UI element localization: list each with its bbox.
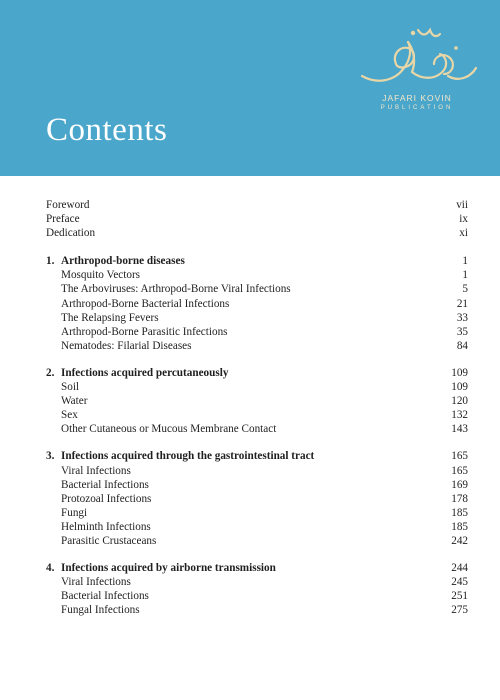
- section-page: 185: [451, 506, 468, 519]
- section-page: 21: [456, 297, 468, 310]
- section-title: Arthropod-Borne Parasitic Infections: [61, 325, 228, 338]
- entry-page: ix: [459, 213, 468, 226]
- toc-entry[interactable]: [46, 198, 468, 212]
- section-entry[interactable]: [46, 380, 468, 394]
- chapter-heading[interactable]: [46, 561, 468, 575]
- entry-title: Dedication: [46, 227, 96, 240]
- publisher-logo-icon: [352, 24, 482, 94]
- chapter-number: 1.: [46, 255, 55, 268]
- section-page: 1: [462, 269, 468, 282]
- section-page: 109: [451, 381, 468, 394]
- publisher-subtitle: PUBLICATION: [380, 105, 454, 111]
- section-title: Bacterial Infections: [61, 590, 149, 603]
- section-page: 143: [451, 423, 468, 436]
- section-title: Fungal Infections: [61, 604, 140, 617]
- section-entry[interactable]: [46, 422, 468, 436]
- section-page: 242: [451, 534, 468, 547]
- chapter-page: 244: [451, 562, 468, 575]
- section-entry[interactable]: [46, 268, 468, 282]
- section-title: Helminth Infections: [61, 520, 151, 533]
- section-entry[interactable]: [46, 478, 468, 492]
- section-page: 275: [451, 604, 468, 617]
- section-page: 169: [451, 478, 468, 491]
- chapter-1: [46, 254, 468, 353]
- section-page: 185: [451, 520, 468, 533]
- publisher-name: JAFARI KOVIN: [382, 93, 452, 103]
- chapter-title: Infections acquired by airborne transmission: [61, 562, 276, 575]
- section-title: Fungi: [61, 506, 88, 519]
- section-title: Soil: [61, 381, 80, 394]
- chapter-page: 109: [451, 366, 468, 379]
- chapter-4: [46, 561, 468, 617]
- section-entry[interactable]: [46, 311, 468, 325]
- publisher-logo: [352, 24, 482, 120]
- section-title: Viral Infections: [61, 464, 131, 477]
- section-title: Mosquito Vectors: [61, 269, 141, 282]
- section-page: 178: [451, 492, 468, 505]
- section-page: 5: [462, 283, 468, 296]
- section-entry[interactable]: [46, 339, 468, 353]
- chapter-3: [46, 449, 468, 548]
- section-page: 33: [456, 311, 468, 324]
- entry-title: Foreword: [46, 199, 90, 211]
- section-entry[interactable]: [46, 325, 468, 339]
- section-page: 35: [456, 325, 468, 338]
- chapter-number: 4.: [46, 562, 55, 575]
- section-page: 132: [451, 409, 468, 422]
- toc-entry[interactable]: [46, 212, 468, 226]
- section-entry[interactable]: [46, 492, 468, 506]
- section-entry[interactable]: [46, 394, 468, 408]
- section-page: 245: [451, 576, 468, 589]
- section-title: Arthropod-Borne Bacterial Infections: [61, 297, 230, 310]
- section-title: The Arboviruses: Arthropod-Borne Viral Infections: [61, 283, 291, 296]
- page-header: [0, 0, 500, 176]
- chapter-heading[interactable]: [46, 254, 468, 268]
- section-entry[interactable]: [46, 603, 468, 617]
- section-title: Viral Infections: [61, 576, 131, 589]
- section-title: Nematodes: Filarial Diseases: [61, 339, 192, 352]
- chapter-title: Infections acquired through the gastrointestinal tract: [61, 450, 315, 463]
- section-entry[interactable]: [46, 464, 468, 478]
- section-page: 84: [456, 339, 468, 352]
- chapter-2: [46, 366, 468, 436]
- section-title: Bacterial Infections: [61, 478, 149, 491]
- chapter-heading[interactable]: [46, 449, 468, 463]
- section-entry[interactable]: [46, 408, 468, 422]
- section-entry[interactable]: [46, 282, 468, 296]
- section-entry[interactable]: [46, 297, 468, 311]
- toc-entry[interactable]: [46, 226, 468, 240]
- section-title: Water: [61, 395, 88, 408]
- chapter-page: 165: [451, 450, 468, 463]
- front-matter: [46, 198, 468, 240]
- chapter-title: Infections acquired percutaneously: [61, 366, 229, 379]
- chapter-page: 1: [462, 255, 468, 268]
- section-title: Sex: [61, 409, 78, 422]
- section-entry[interactable]: [46, 589, 468, 603]
- section-page: 165: [451, 464, 468, 477]
- section-entry[interactable]: [46, 575, 468, 589]
- section-page: 120: [451, 395, 468, 408]
- entry-page: xi: [459, 227, 468, 240]
- table-of-contents: [46, 198, 468, 617]
- section-title: Parasitic Crustaceans: [61, 534, 157, 547]
- chapter-number: 2.: [46, 366, 55, 379]
- section-entry[interactable]: [46, 520, 468, 534]
- section-title: Protozoal Infections: [61, 492, 152, 505]
- section-title: The Relapsing Fevers: [61, 311, 159, 324]
- chapter-title: Arthropod-borne diseases: [61, 255, 185, 268]
- section-title: Other Cutaneous or Mucous Membrane Contact: [61, 423, 277, 436]
- section-page: 251: [451, 590, 468, 603]
- entry-page: vii: [456, 199, 468, 211]
- page-title: Contents: [46, 112, 168, 148]
- section-entry[interactable]: [46, 534, 468, 548]
- chapter-heading[interactable]: [46, 366, 468, 380]
- entry-title: Preface: [46, 213, 80, 226]
- chapter-number: 3.: [46, 450, 55, 463]
- section-entry[interactable]: [46, 506, 468, 520]
